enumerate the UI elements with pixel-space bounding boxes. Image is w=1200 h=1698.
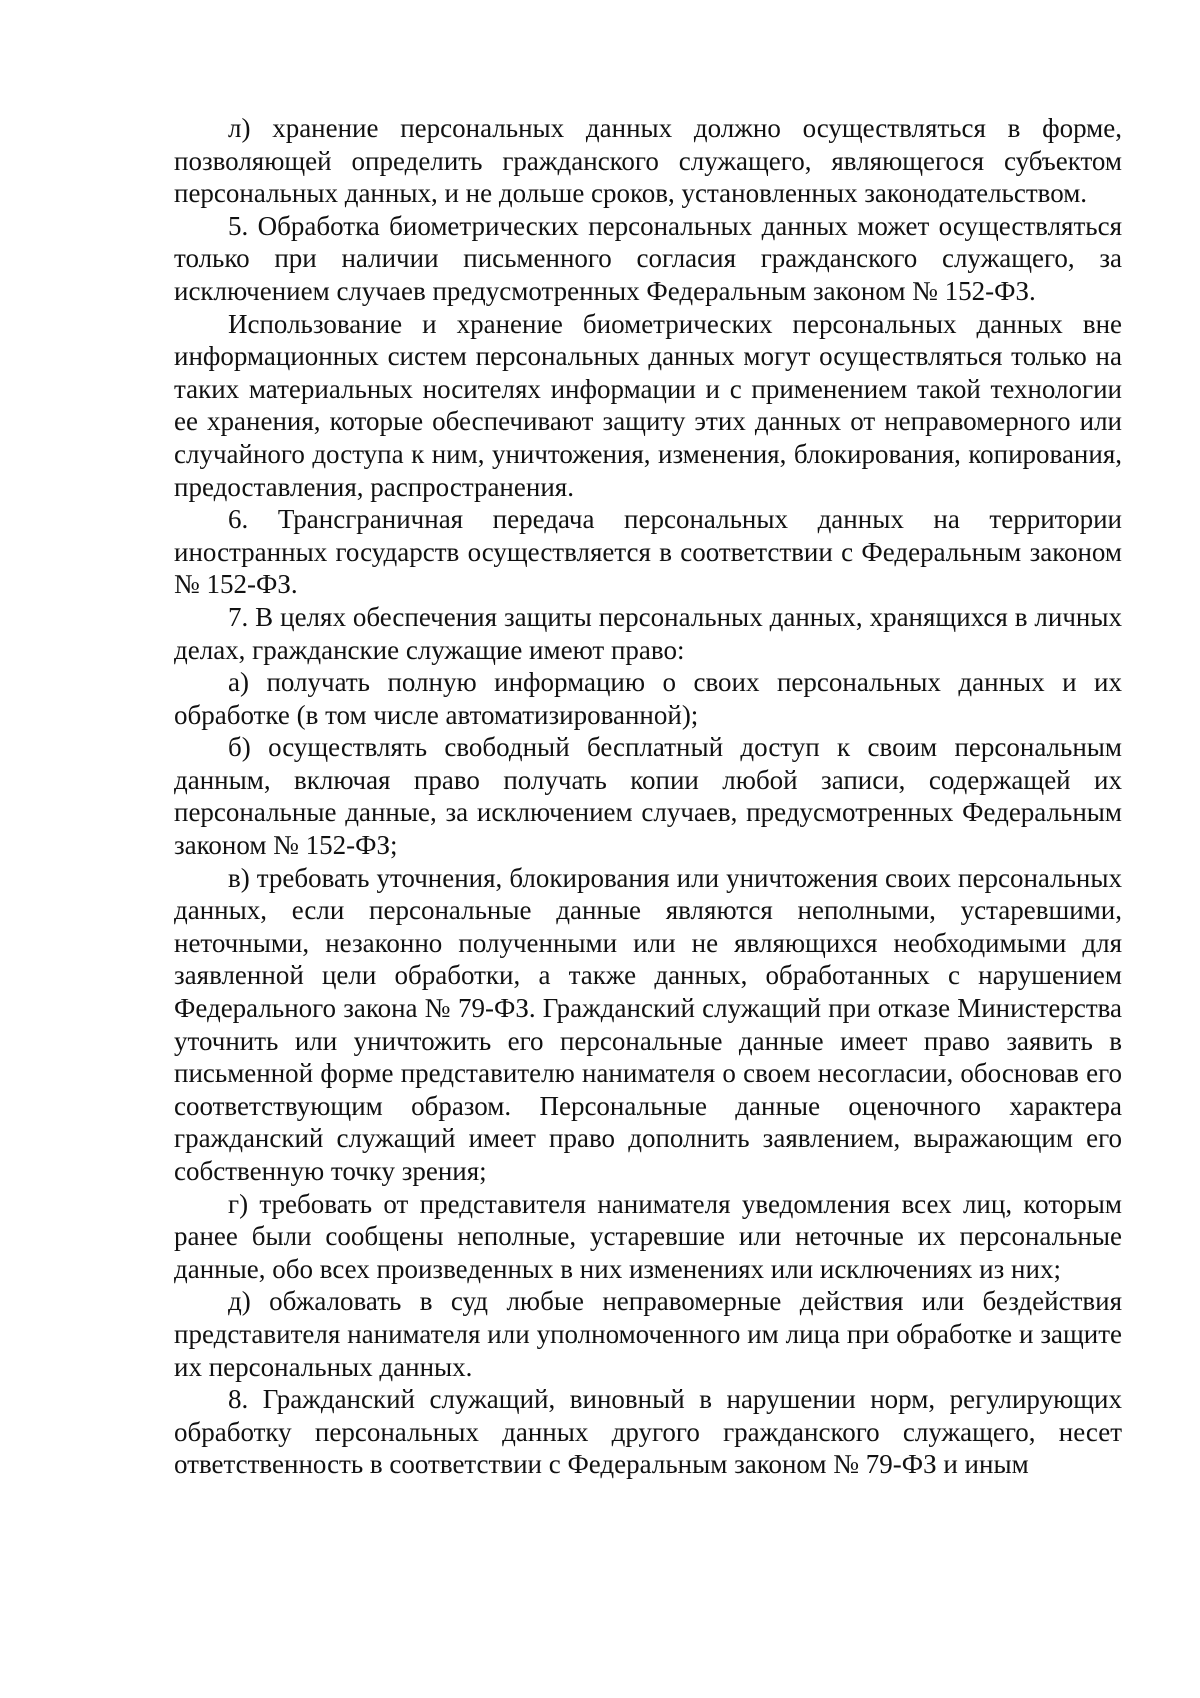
paragraph-l-storage: л) хранение персональных данных должно осуществляться в форме, позволяющей определить гражданского служащего, являющегося субъектом персональных данных, и не дольше сроков, установленных законодательством. bbox=[174, 113, 1122, 209]
paragraph-7b: б) осуществлять свободный бесплатный доступ к своим персональным данным, включая право получать копии любой записи, содержащей их персональные данные, за исключением случаев, предусмотренных Федеральным законом № 152-ФЗ; bbox=[174, 732, 1122, 861]
paragraph-8-liability: 8. Гражданский служащий, виновный в нарушении норм, регулирующих обработку персональных данных другого гражданского служащего, несет ответственность в соответствии с Федеральным законом № 79-ФЗ и иным bbox=[174, 1384, 1122, 1480]
paragraph-7v: в) требовать уточнения, блокирования или уничтожения своих персональных данных, если персональные данные являются неполными, устаревшими, неточными, незаконно полученными или не являющихся необходимыми для заявленной цели обработки, а также данных, обработанных с нарушением Федерального закона № 79-ФЗ. Гражданский служащий при отказе Министерства уточнить или уничтожить его персональные данные имеет право заявить в письменной форме представителю нанимателя о своем несогласии, обосновав его соответствующим образом. Персональные данные оценочного характера гражданский служащий имеет право дополнить заявлением, выражающим его собственную точку зрения; bbox=[174, 862, 1122, 1186]
document-page bbox=[174, 112, 1122, 1481]
paragraph-6-transborder: 6. Трансграничная передача персональных данных на территории иностранных государств осуществляется в соответствии с Федеральным законом № 152-ФЗ. bbox=[174, 504, 1122, 600]
paragraph-5-biometric-storage: Использование и хранение биометрических персональных данных вне информационных систем персональных данных могут осуществляться только на таких материальных носителях информации и с применением такой технологии ее хранения, которые обеспечивают защиту этих данных от неправомерного или случайного доступа к ним, уничтожения, изменения, блокирования, копирования, предоставления, распространения. bbox=[174, 308, 1122, 502]
paragraph-7g: г) требовать от представителя нанимателя уведомления всех лиц, которым ранее были сообщены неполные, устаревшие или неточные их персональные данные, обо всех произведенных в них изменениях или исключениях из них; bbox=[174, 1188, 1122, 1284]
paragraph-7a: а) получать полную информацию о своих персональных данных и их обработке (в том числе автоматизированной); bbox=[174, 667, 1122, 730]
paragraph-7d: д) обжаловать в суд любые неправомерные действия или бездействия представителя нанимателя или уполномоченного им лица при обработке и защите их персональных данных. bbox=[174, 1286, 1122, 1382]
paragraph-5-biometric: 5. Обработка биометрических персональных данных может осуществляться только при наличии письменного согласия гражданского служащего, за исключением случаев предусмотренных Федеральным законом № 152-ФЗ. bbox=[174, 210, 1122, 306]
paragraph-7-rights: 7. В целях обеспечения защиты персональных данных, хранящихся в личных делах, гражданские служащие имеют право: bbox=[174, 601, 1122, 665]
